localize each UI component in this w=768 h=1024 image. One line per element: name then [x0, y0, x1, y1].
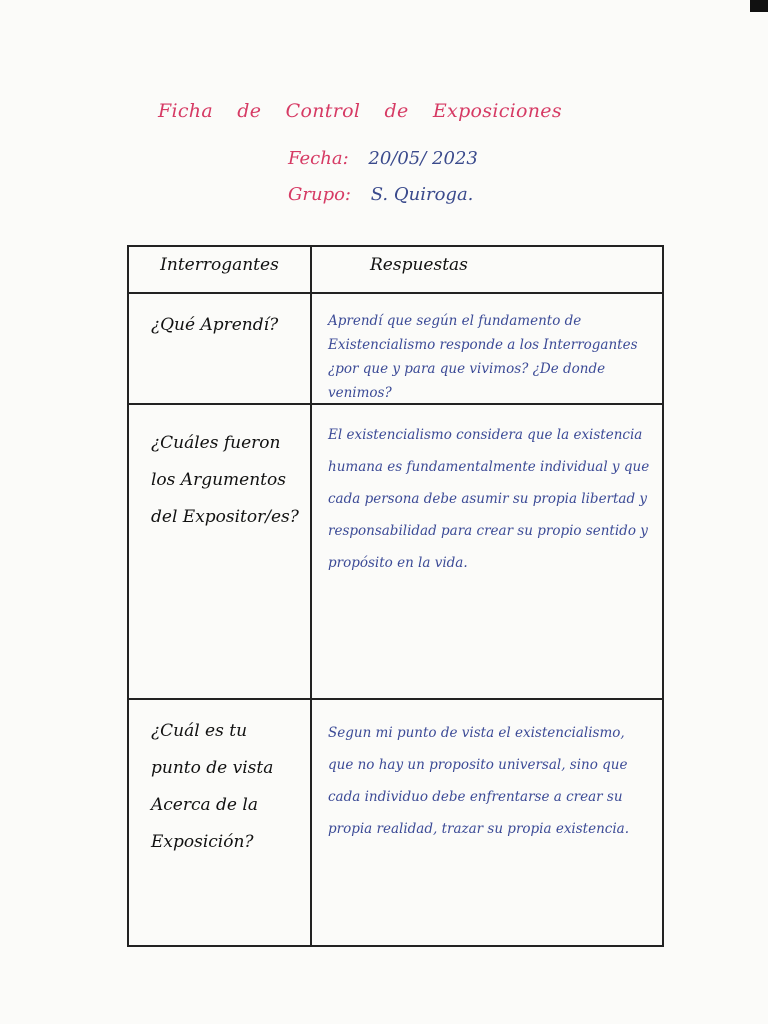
answer-3: Segun mi punto de vista el existencialismo, que no hay un proposito universal, sino que cada individuo debe enfrentarse a crear su propia realidad, trazar su propia existencia.	[328, 725, 630, 837]
group-value: S. Quiroga.	[370, 184, 474, 205]
group-label: Grupo:	[288, 184, 351, 205]
date-label: Fecha:	[288, 148, 349, 169]
row-divider	[129, 698, 662, 700]
header-questions: Interrogantes	[160, 255, 279, 275]
question-2: ¿Cuáles fueron los Argumentos del Expositor/es?	[151, 433, 299, 527]
answer-1: Aprendí que según el fundamento de Existencialismo responde a los Interrogantes ¿por que y para que vivimos? ¿De donde venimos?	[328, 313, 638, 401]
date-line	[288, 148, 478, 169]
date-value: 20/05/ 2023	[368, 148, 478, 169]
answer-2: El existencialismo considera que la existencia humana es fundamentalmente individual y que cada persona debe asumir su propia libertad y responsabilidad para crear su propio sentido y propósito en la vida.	[328, 427, 650, 571]
group-line	[288, 184, 473, 205]
question-3: ¿Cuál es tu punto de vista Acerca de la Exposición?	[151, 721, 274, 852]
sheet-title: Ficha de Control de Exposiciones	[158, 100, 562, 122]
row-divider	[129, 292, 662, 294]
scan-edge-mark	[750, 0, 768, 12]
header-answers: Respuestas	[370, 255, 468, 275]
questions-table	[127, 245, 664, 947]
question-1: ¿Qué Aprendí?	[151, 315, 279, 335]
